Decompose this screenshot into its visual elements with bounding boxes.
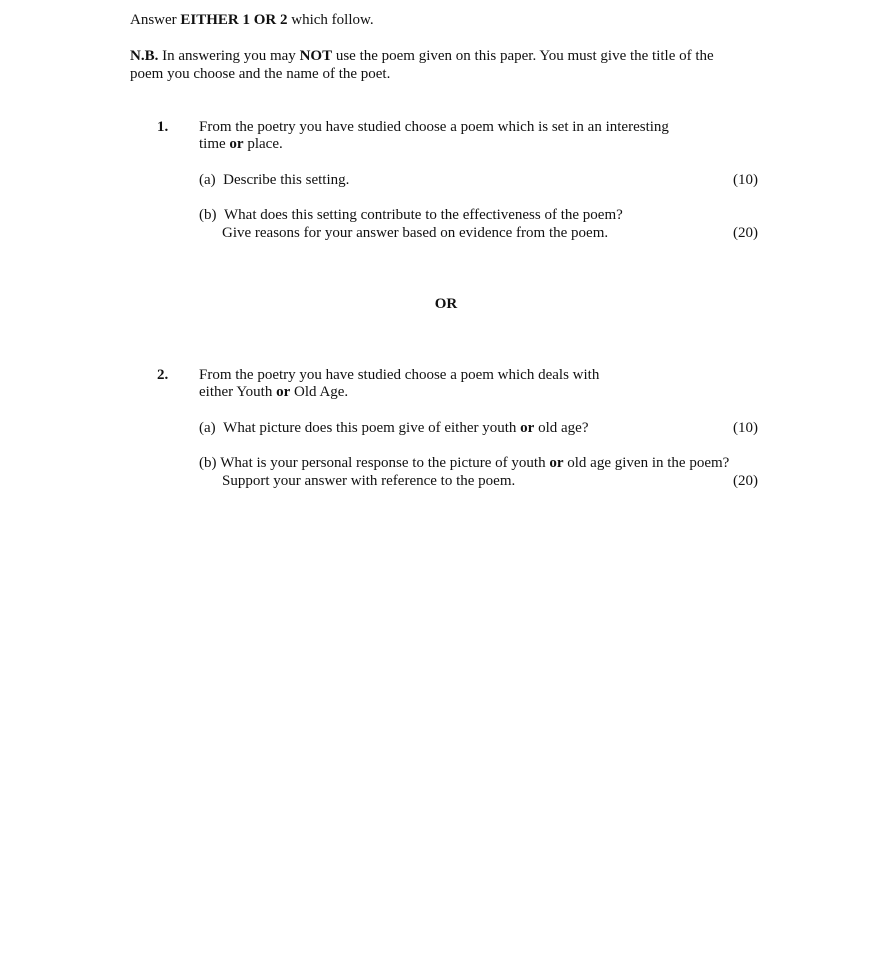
note-label: N.B.	[130, 48, 159, 64]
question-1-number: 1.	[157, 119, 169, 135]
note-line-2: poem you choose and the name of the poet.	[130, 66, 391, 82]
question-1a-text: Describe this setting.	[223, 172, 350, 188]
question-1a-marks: (10)	[733, 172, 758, 188]
instruction-line	[130, 11, 374, 29]
instruction-prefix: Answer	[130, 12, 181, 28]
question-2a-marks: (10)	[733, 420, 758, 436]
note-part2: use the poem given on this paper. You must give the title of the	[332, 48, 714, 64]
question-2-line-1: From the poetry you have studied choose a poem which deals with	[199, 367, 600, 383]
question-2b-marks: (20)	[733, 473, 758, 489]
instruction-suffix: which follow.	[287, 12, 374, 28]
question-2-line-2: either Youth or Old Age.	[199, 384, 349, 400]
note-bold: NOT	[299, 48, 333, 64]
question-2a: (a) What picture does this poem give of either youth or old age?	[199, 420, 589, 436]
instruction-bold: EITHER 1 OR 2	[180, 12, 288, 28]
question-2b-label: (b)	[199, 455, 217, 471]
question-2b-line-1: (b) What is your personal response to the picture of youth or old age given in the poem?	[199, 455, 730, 471]
question-2a-label: (a)	[199, 420, 216, 436]
question-1-line-2: time or place.	[199, 136, 283, 152]
note-part1: In answering you may	[158, 48, 300, 64]
or-divider: OR	[434, 296, 458, 312]
question-2-number: 2.	[157, 367, 169, 383]
question-1a-label: (a)	[199, 172, 216, 188]
question-1b-line-2: Give reasons for your answer based on evidence from the poem.	[222, 225, 609, 241]
question-1b-line-1: (b) What does this setting contribute to the effectiveness of the poem?	[199, 207, 623, 223]
question-1b-label: (b)	[199, 207, 217, 223]
question-2b-line-2: Support your answer with reference to the poem.	[222, 473, 516, 489]
note-line-1	[130, 47, 714, 65]
question-1b-marks: (20)	[733, 225, 758, 241]
question-1-line-1: From the poetry you have studied choose a poem which is set in an interesting	[199, 119, 669, 135]
